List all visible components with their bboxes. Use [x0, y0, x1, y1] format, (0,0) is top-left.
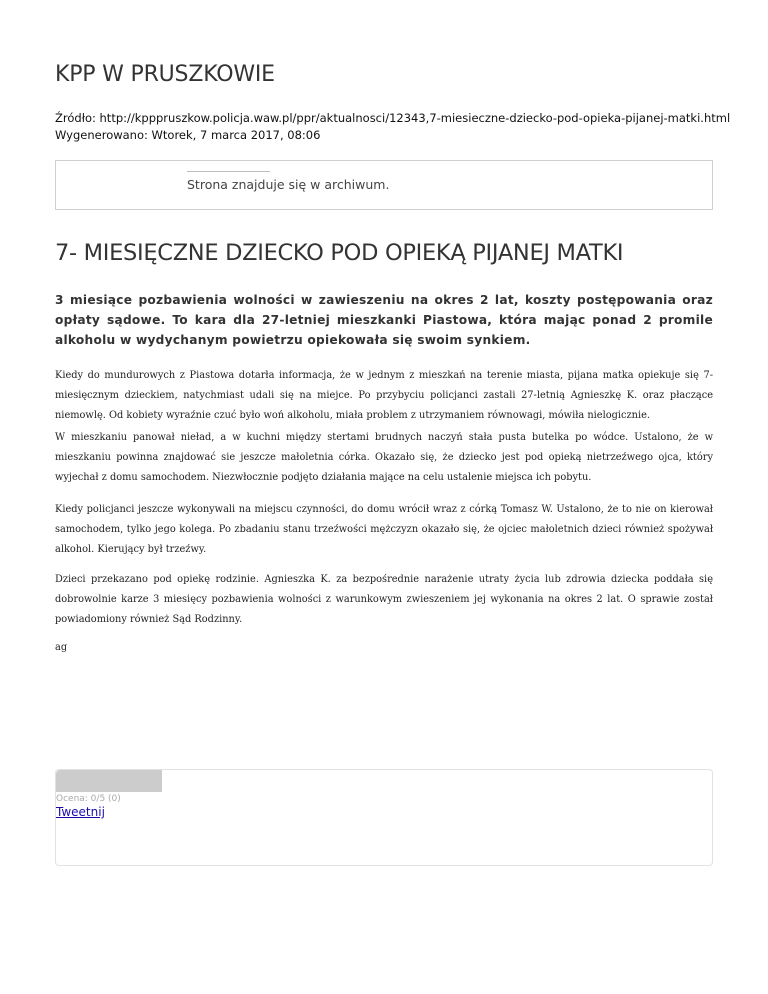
generated-date: Wygenerowano: Wtorek, 7 marca 2017, 08:06 [55, 128, 321, 142]
article-paragraph: Dzieci przekazano pod opiekę rodzinie. Agnieszka K. za bezpośrednie narażenie utraty życia lub zdrowia dziecka poddała się dobrowolnie karze 3 miesięcy pozbawienia wolności z warunkowym zwieszeniem jej wykonania na okres 2 lat. O sprawie został powiadomiony również Sąd Rodzinny. [55, 574, 713, 625]
rating-stars[interactable] [56, 770, 162, 792]
article-paragraph: W mieszkaniu panował nieład, a w kuchni między stertami brudnych naczyń stała pusta butelka po wódce. Ustalono, że w mieszkaniu powinna znajdować sie jeszcze małoletnia córka. Okazało się, że dziecko jest pod opieką nietrzeźwego ojca, który wyjechał z domu samochodem. Niezwłocznie podjęto działania mające na celu ustalenie miejsca ich pobytu. [55, 432, 713, 483]
site-title: KPP W PRUSZKOWIE [55, 62, 275, 87]
document-meta [55, 110, 730, 144]
archive-notice-text: Strona znajduje się w archiwum. [187, 177, 390, 192]
article-signature: ag [55, 642, 68, 653]
archive-notice [55, 160, 713, 210]
article-lead: 3 miesiące pozbawienia wolności w zawieszeniu na okres 2 lat, koszty postępowania oraz opłaty sądowe. To kara dla 27-letniej mieszkanki Piastowa, która mając ponad 2 promile alkoholu w wydychanym powietrzu opiekowała się swoim synkiem. [55, 293, 713, 347]
rating-text: Ocena: 0/5 (0) [56, 794, 121, 804]
article-title: 7- MIESIĘCZNE DZIECKO POD OPIEKĄ PIJANEJ MATKI [55, 240, 624, 266]
tweet-link[interactable]: Tweetnij [56, 805, 105, 819]
article-paragraph: Kiedy policjanci jeszcze wykonywali na miejscu czynności, do domu wrócił wraz z córką Tomasz W. Ustalono, że to nie on kierował samochodem, tylko jego kolega. Po zbadaniu stanu trzeźwości mężczyzn okazało się, że ojciec małoletnich dzieci również spożywał alkohol. Kierujący był trzeźwy. [55, 504, 713, 555]
article-paragraph: Kiedy do mundurowych z Piastowa dotarła informacja, że w jednym z mieszkań na terenie miasta, pijana matka opiekuje się 7-miesięcznym dzieckiem, natychmiast udali się na miejce. Po przybyciu policjanci zastali 27-letnią Agnieszkę K. oraz płaczące niemowlę. Od kobiety wyraźnie czuć było woń alkoholu, miała problem z utrzymaniem równowagi, mówiła nielogicznie. [55, 370, 713, 421]
rating-panel [55, 769, 713, 866]
archive-divider [187, 171, 270, 172]
source-url: Źródło: http://kpppruszkow.policja.waw.pl/ppr/aktualnosci/12343,7-miesieczne-dziecko-pod-opieka-pijanej-matki.html [55, 111, 731, 125]
